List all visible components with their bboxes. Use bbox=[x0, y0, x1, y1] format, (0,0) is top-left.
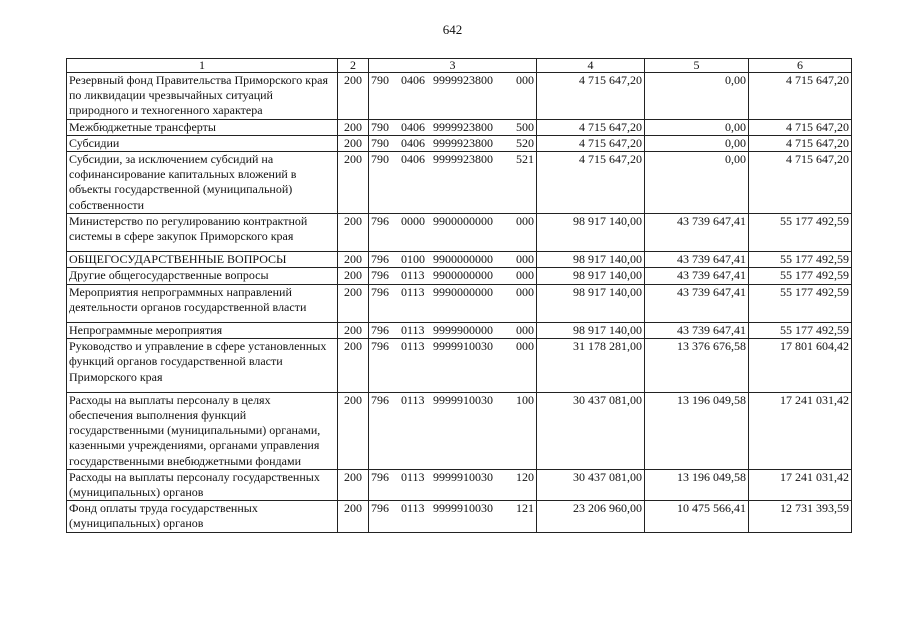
article-code: 9999910030 bbox=[433, 339, 493, 354]
row-code-cell: 200 bbox=[338, 73, 369, 120]
row-col6-value: 55 177 492,59 bbox=[749, 323, 852, 339]
subsection-code: 0113 bbox=[401, 501, 425, 516]
row-col6-value: 55 177 492,59 bbox=[749, 268, 852, 284]
row-col4-value: 98 917 140,00 bbox=[537, 284, 645, 322]
article-code: 9900000000 bbox=[433, 268, 493, 283]
row-col6-value: 12 731 393,59 bbox=[749, 501, 852, 532]
expense-type-code: 521 bbox=[516, 152, 534, 167]
table-row bbox=[67, 119, 852, 135]
header-cell-1: 1 bbox=[67, 59, 338, 73]
subsection-code: 0113 bbox=[401, 323, 425, 338]
row-classification-cell bbox=[369, 284, 537, 322]
row-code-cell: 200 bbox=[338, 135, 369, 151]
row-name-cell bbox=[67, 339, 338, 393]
table-header-row bbox=[67, 59, 852, 73]
row-code-cell: 200 bbox=[338, 501, 369, 532]
row-classification-cell bbox=[369, 392, 537, 469]
row-name-cell bbox=[67, 284, 338, 322]
row-name: Резервный фонд Правительства Приморского края по ликвидации чрезвычайных ситуаций природного и техногенного характера bbox=[69, 73, 328, 118]
section-code: 790 bbox=[371, 135, 389, 150]
section-code: 796 bbox=[371, 501, 389, 516]
row-col6-value: 55 177 492,59 bbox=[749, 284, 852, 322]
row-name-cell bbox=[67, 119, 338, 135]
row-code-cell: 200 bbox=[338, 268, 369, 284]
table-row bbox=[67, 323, 852, 339]
table-row bbox=[67, 392, 852, 469]
subsection-code: 0113 bbox=[401, 268, 425, 283]
row-code-cell: 200 bbox=[338, 469, 369, 500]
table-row bbox=[67, 152, 852, 214]
row-name: Фонд оплаты труда государственных (муниципальных) органов bbox=[69, 501, 258, 531]
row-col5-value: 13 196 049,58 bbox=[645, 392, 749, 469]
row-col5-value: 0,00 bbox=[645, 152, 749, 214]
row-name-cell bbox=[67, 501, 338, 532]
row-name-cell bbox=[67, 152, 338, 214]
section-code: 796 bbox=[371, 339, 389, 354]
section-code: 796 bbox=[371, 284, 389, 299]
section-code: 796 bbox=[371, 469, 389, 484]
row-code-cell: 200 bbox=[338, 339, 369, 393]
row-col5-value: 43 739 647,41 bbox=[645, 323, 749, 339]
subsection-code: 0113 bbox=[401, 284, 425, 299]
row-classification-cell bbox=[369, 135, 537, 151]
row-code-cell: 200 bbox=[338, 392, 369, 469]
row-col5-value: 0,00 bbox=[645, 73, 749, 120]
row-classification-cell bbox=[369, 501, 537, 532]
subsection-code: 0406 bbox=[401, 73, 425, 87]
subsection-code: 0406 bbox=[401, 152, 425, 167]
subsection-code: 0406 bbox=[401, 119, 425, 134]
expense-type-code: 500 bbox=[516, 119, 534, 134]
row-name-cell bbox=[67, 392, 338, 469]
article-code: 9999900000 bbox=[433, 323, 493, 338]
subsection-code: 0113 bbox=[401, 469, 425, 484]
table-row bbox=[67, 284, 852, 322]
article-code: 9999923800 bbox=[433, 73, 493, 87]
row-code-cell: 200 bbox=[338, 152, 369, 214]
article-code: 9990000000 bbox=[433, 284, 493, 299]
row-name: Руководство и управление в сфере установленных функций органов государственной власти Приморского края bbox=[69, 339, 327, 384]
row-name: Субсидии, за исключением субсидий на софинансирование капитальных вложений в объекты государственной (муниципальной) собственности bbox=[69, 152, 297, 212]
section-code: 796 bbox=[371, 268, 389, 283]
row-name-cell bbox=[67, 323, 338, 339]
expense-type-code: 000 bbox=[516, 323, 534, 338]
row-col5-value: 43 739 647,41 bbox=[645, 284, 749, 322]
row-name-cell bbox=[67, 268, 338, 284]
row-col4-value: 23 206 960,00 bbox=[537, 501, 645, 532]
row-col4-value: 31 178 281,00 bbox=[537, 339, 645, 393]
row-col4-value: 30 437 081,00 bbox=[537, 392, 645, 469]
table-row bbox=[67, 73, 852, 120]
expense-type-code: 000 bbox=[516, 73, 534, 87]
row-name: Расходы на выплаты персоналу государственных (муниципальных) органов bbox=[69, 469, 320, 500]
row-classification-cell bbox=[369, 119, 537, 135]
header-cell-4: 4 bbox=[537, 59, 645, 73]
article-code: 9999910030 bbox=[433, 392, 493, 407]
table-row bbox=[67, 252, 852, 268]
row-col4-value: 98 917 140,00 bbox=[537, 268, 645, 284]
expense-type-code: 120 bbox=[516, 469, 534, 484]
expense-type-code: 000 bbox=[516, 268, 534, 283]
section-code: 790 bbox=[371, 73, 389, 87]
subsection-code: 0000 bbox=[401, 213, 425, 228]
expense-type-code: 100 bbox=[516, 392, 534, 407]
row-col5-value: 0,00 bbox=[645, 119, 749, 135]
row-name: Непрограммные мероприятия bbox=[69, 323, 223, 338]
table-row bbox=[67, 135, 852, 151]
row-col4-value: 4 715 647,20 bbox=[537, 152, 645, 214]
section-code: 796 bbox=[371, 252, 389, 267]
subsection-code: 0100 bbox=[401, 252, 425, 267]
subsection-code: 0406 bbox=[401, 135, 425, 150]
row-col6-value: 17 241 031,42 bbox=[749, 469, 852, 500]
row-col4-value: 4 715 647,20 bbox=[537, 119, 645, 135]
row-col6-value: 4 715 647,20 bbox=[749, 152, 852, 214]
row-col4-value: 98 917 140,00 bbox=[537, 323, 645, 339]
row-name-cell bbox=[67, 469, 338, 500]
budget-table bbox=[66, 58, 852, 533]
row-col6-value: 55 177 492,59 bbox=[749, 213, 852, 251]
row-col6-value: 4 715 647,20 bbox=[749, 73, 852, 120]
row-col5-value: 43 739 647,41 bbox=[645, 252, 749, 268]
page-number: 642 bbox=[442, 22, 463, 37]
table-row bbox=[67, 469, 852, 500]
row-name: Субсидии bbox=[69, 135, 120, 150]
subsection-code: 0113 bbox=[401, 339, 425, 354]
subsection-code: 0113 bbox=[401, 392, 425, 407]
row-code-cell: 200 bbox=[338, 213, 369, 251]
expense-type-code: 000 bbox=[516, 252, 534, 267]
row-col6-value: 17 241 031,42 bbox=[749, 392, 852, 469]
header-cell-6: 6 bbox=[749, 59, 852, 73]
article-code: 9900000000 bbox=[433, 213, 493, 228]
row-name-cell bbox=[67, 135, 338, 151]
row-code-cell: 200 bbox=[338, 284, 369, 322]
row-col5-value: 13 376 676,58 bbox=[645, 339, 749, 393]
header-cell-2: 2 bbox=[338, 59, 369, 73]
table-row bbox=[67, 501, 852, 532]
row-col6-value: 4 715 647,20 bbox=[749, 119, 852, 135]
row-col6-value: 4 715 647,20 bbox=[749, 135, 852, 151]
row-classification-cell bbox=[369, 252, 537, 268]
row-col5-value: 13 196 049,58 bbox=[645, 469, 749, 500]
table-row bbox=[67, 339, 852, 393]
table-row bbox=[67, 268, 852, 284]
article-code: 9999910030 bbox=[433, 501, 493, 516]
row-name-cell bbox=[67, 213, 338, 251]
row-classification-cell bbox=[369, 73, 537, 120]
row-name-cell bbox=[67, 73, 338, 120]
row-col5-value: 10 475 566,41 bbox=[645, 501, 749, 532]
row-classification-cell bbox=[369, 152, 537, 214]
expense-type-code: 000 bbox=[516, 213, 534, 228]
row-code-cell: 200 bbox=[338, 323, 369, 339]
row-col4-value: 4 715 647,20 bbox=[537, 73, 645, 120]
table-row bbox=[67, 213, 852, 251]
section-code: 796 bbox=[371, 213, 389, 228]
row-code-cell: 200 bbox=[338, 119, 369, 135]
header-cell-3: 3 bbox=[369, 59, 537, 73]
row-col4-value: 98 917 140,00 bbox=[537, 213, 645, 251]
row-name: Другие общегосударственные вопросы bbox=[69, 268, 269, 283]
article-code: 9900000000 bbox=[433, 252, 493, 267]
article-code: 9999923800 bbox=[433, 119, 493, 134]
section-code: 790 bbox=[371, 119, 389, 134]
article-code: 9999910030 bbox=[433, 469, 493, 484]
row-name: Министерство по регулированию контрактной системы в сфере закупок Приморского края bbox=[69, 213, 308, 244]
row-col6-value: 55 177 492,59 bbox=[749, 252, 852, 268]
row-col4-value: 98 917 140,00 bbox=[537, 252, 645, 268]
row-col6-value: 17 801 604,42 bbox=[749, 339, 852, 393]
row-name-cell bbox=[67, 252, 338, 268]
section-code: 790 bbox=[371, 152, 389, 167]
row-col5-value: 0,00 bbox=[645, 135, 749, 151]
row-name: Расходы на выплаты персоналу в целях обеспечения выполнения функций государственными (муниципальными) органами, казенными учреждениями, органами управления государственными внебюджетными фондами bbox=[69, 392, 321, 468]
expense-type-code: 000 bbox=[516, 339, 534, 354]
row-classification-cell bbox=[369, 213, 537, 251]
row-classification-cell bbox=[369, 469, 537, 500]
row-col5-value: 43 739 647,41 bbox=[645, 213, 749, 251]
row-name: Межбюджетные трансферты bbox=[69, 119, 216, 134]
section-code: 796 bbox=[371, 323, 389, 338]
row-classification-cell bbox=[369, 323, 537, 339]
row-classification-cell bbox=[369, 268, 537, 284]
expense-type-code: 520 bbox=[516, 135, 534, 150]
article-code: 9999923800 bbox=[433, 135, 493, 150]
expense-type-code: 000 bbox=[516, 284, 534, 299]
row-name: ОБЩЕГОСУДАРСТВЕННЫЕ ВОПРОСЫ bbox=[69, 252, 287, 267]
header-cell-5: 5 bbox=[645, 59, 749, 73]
row-classification-cell bbox=[369, 339, 537, 393]
row-name: Мероприятия непрограммных направлений деятельности органов государственной власти bbox=[69, 284, 307, 314]
expense-type-code: 121 bbox=[516, 501, 534, 516]
row-code-cell: 200 bbox=[338, 252, 369, 268]
article-code: 9999923800 bbox=[433, 152, 493, 167]
section-code: 796 bbox=[371, 392, 389, 407]
row-col5-value: 43 739 647,41 bbox=[645, 268, 749, 284]
table-body bbox=[67, 59, 852, 533]
row-col4-value: 4 715 647,20 bbox=[537, 135, 645, 151]
row-col4-value: 30 437 081,00 bbox=[537, 469, 645, 500]
